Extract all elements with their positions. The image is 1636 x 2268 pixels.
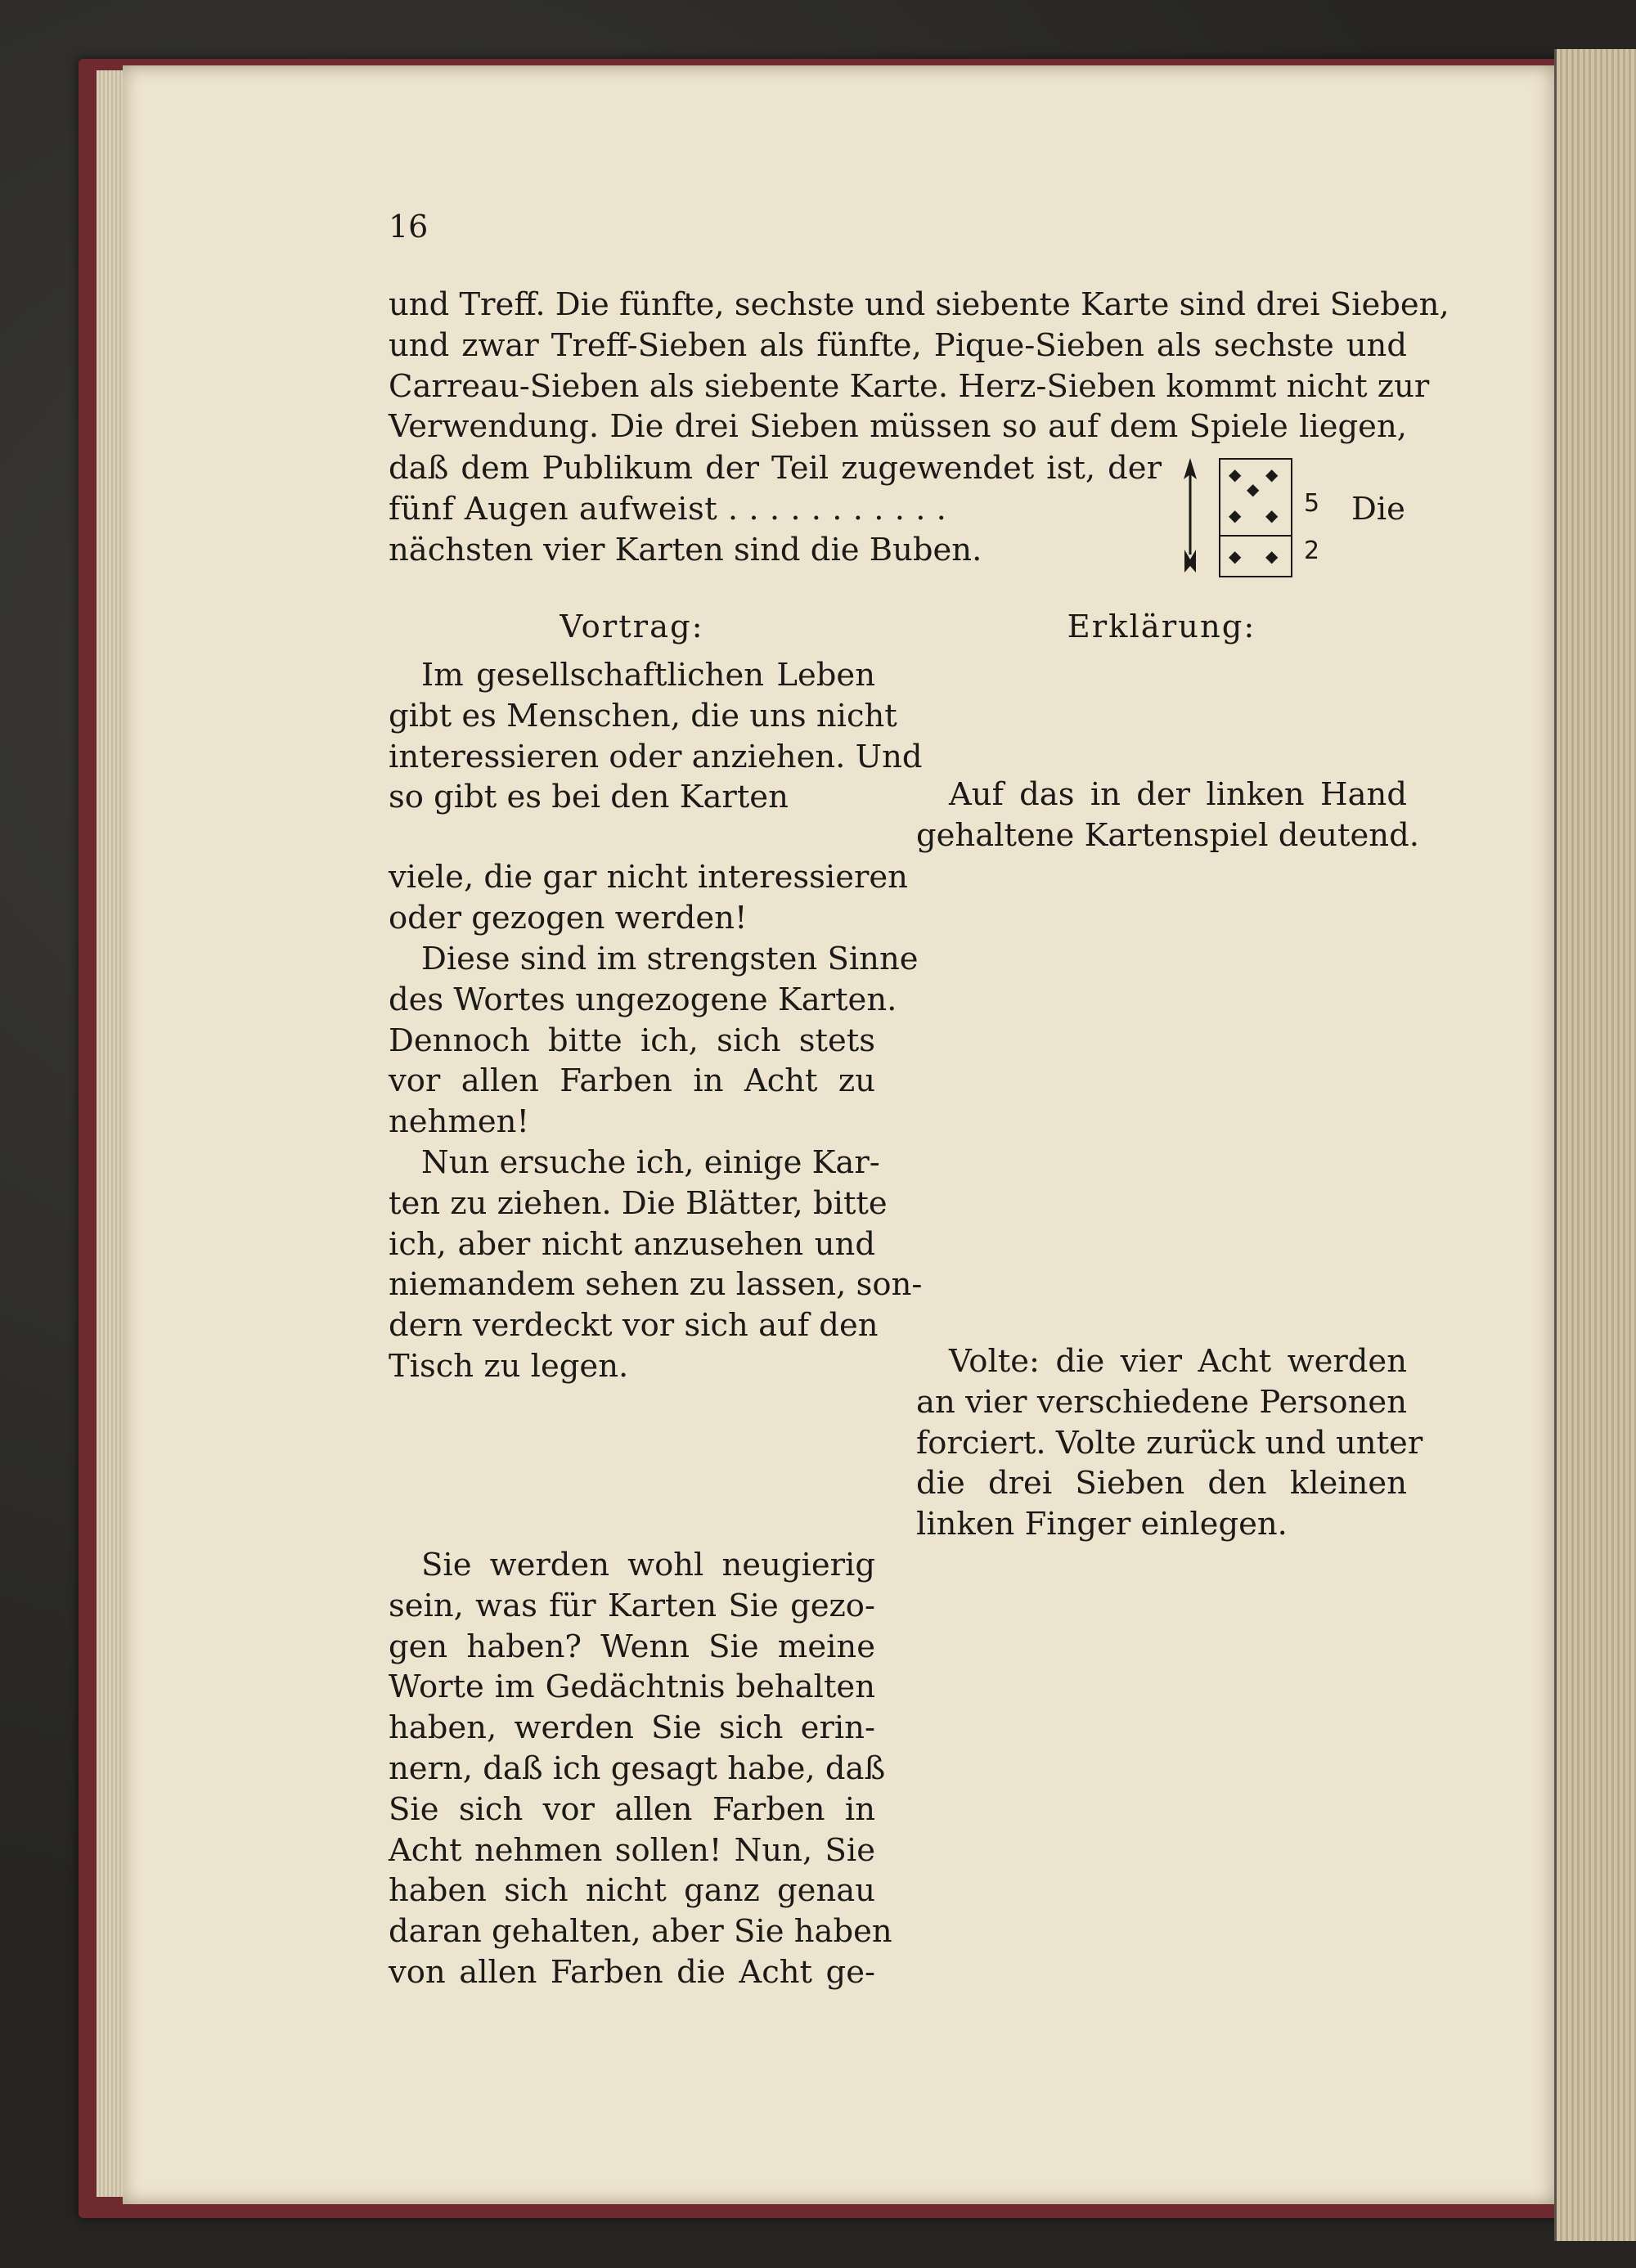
text-line: gen haben? Wenn Sie meine — [389, 1628, 875, 1665]
left-paragraph — [389, 1143, 923, 1387]
right-paragraph — [916, 1341, 1423, 1545]
card-divider — [1220, 535, 1291, 537]
text-line: Nun ersuche ich, einige Kar- — [421, 1144, 880, 1181]
text-line: gehaltene Kartenspiel deutend. — [916, 816, 1419, 854]
diamond-icon: ◆ — [1265, 465, 1279, 484]
text-line: von allen Farben die Acht ge- — [389, 1953, 875, 1991]
text-line: linken Finger einlegen. — [916, 1506, 1288, 1543]
text-line: nern, daß ich gesagt habe, daß — [389, 1749, 886, 1787]
text-line: die drei Sieben den kleinen — [916, 1465, 1407, 1502]
text-line: so gibt es bei den Karten — [389, 779, 789, 816]
text-line: Diese sind im strengsten Sinne — [421, 941, 919, 977]
text-line: nehmen! — [389, 1103, 529, 1141]
right-heading: Erklärung: — [1067, 609, 1256, 645]
up-arrow-icon — [1183, 458, 1198, 573]
intro-line: Carreau-Sieben als siebente Karte. Herz-Sieben kommt nicht zur — [389, 367, 1430, 405]
right-paragraph — [916, 775, 1419, 856]
diagram-line: daß dem Publikum der Teil zugewendet ist, der — [389, 450, 1162, 487]
right-page-edges — [1554, 49, 1636, 2241]
text-line: Im gesellschaftlichen Leben — [421, 657, 875, 694]
text-line: sein, was für Karten Sie gezo- — [389, 1587, 875, 1624]
diagram-text — [389, 448, 1162, 571]
text-line: oder gezogen werden! — [389, 899, 748, 936]
diamond-icon: ◆ — [1265, 546, 1279, 566]
card-count-top: 5 — [1304, 489, 1320, 518]
text-line: interessieren oder anziehen. Und — [389, 738, 923, 775]
card-diagram — [1219, 458, 1292, 577]
left-paragraph — [389, 939, 919, 1143]
intro-line: und zwar Treff-Sieben als fünfte, Pique-Sieben als sechste und — [389, 326, 1407, 364]
text-line: niemandem sehen zu lassen, son- — [389, 1266, 923, 1304]
diamond-icon: ◆ — [1229, 546, 1242, 566]
diagram-after-text: Die — [1351, 491, 1405, 528]
intro-line: und Treff. Die fünfte, sechste und siebente Karte sind drei Sieben, — [389, 286, 1449, 323]
text-line: dern verdeckt vor sich auf den — [389, 1307, 879, 1345]
intro-line: Verwendung. Die drei Sieben müssen so auf dem Spiele liegen, — [389, 408, 1407, 446]
text-line: an vier verschiedene Personen — [916, 1383, 1407, 1421]
text-line: Worte im Gedächtnis behalten — [389, 1668, 875, 1706]
page-number: 16 — [389, 209, 429, 245]
text-line: Auf das in der linken Hand — [949, 776, 1407, 813]
text-line: viele, die gar nicht interessieren — [389, 859, 908, 896]
text-line: Sie werden wohl neugierig — [421, 1547, 875, 1583]
left-heading: Vortrag: — [560, 609, 704, 645]
text-line: Acht nehmen sollen! Nun, Sie — [389, 1831, 875, 1869]
diagram-line: nächsten vier Karten sind die Buben. — [389, 532, 982, 568]
left-paragraph — [389, 1545, 892, 1993]
diamond-icon: ◆ — [1247, 479, 1260, 499]
text-line: forciert. Volte zurück und unter — [916, 1424, 1423, 1462]
text-line: Dennoch bitte ich, sich stets — [389, 1022, 875, 1059]
text-line: ten zu ziehen. Die Blätter, bitte — [389, 1184, 888, 1222]
diagram-line: fünf Augen aufweist . . . . . . . . . . . — [389, 491, 947, 528]
text-line: haben sich nicht ganz genau — [389, 1872, 875, 1910]
text-line: Sie sich vor allen Farben in — [389, 1790, 875, 1828]
text-line: gibt es Menschen, die uns nicht — [389, 697, 897, 734]
text-line: des Wortes ungezogene Karten. — [389, 981, 897, 1018]
text-line: daran gehalten, aber Sie haben — [389, 1913, 892, 1951]
text-line: vor allen Farben in Acht zu — [389, 1062, 875, 1100]
diamond-icon: ◆ — [1265, 505, 1279, 525]
text-line: ich, aber nicht anzusehen und — [389, 1225, 875, 1263]
left-paragraph — [389, 655, 923, 818]
text-line: haben, werden Sie sich erin- — [389, 1709, 875, 1747]
card-count-bottom: 2 — [1304, 537, 1320, 565]
text-line: Volte: die vier Acht werden — [949, 1343, 1407, 1380]
intro-paragraph — [389, 285, 1449, 447]
diamond-icon: ◆ — [1229, 505, 1242, 525]
text-line: Tisch zu legen. — [389, 1347, 629, 1385]
diamond-icon: ◆ — [1229, 465, 1242, 484]
left-paragraph — [389, 857, 908, 939]
